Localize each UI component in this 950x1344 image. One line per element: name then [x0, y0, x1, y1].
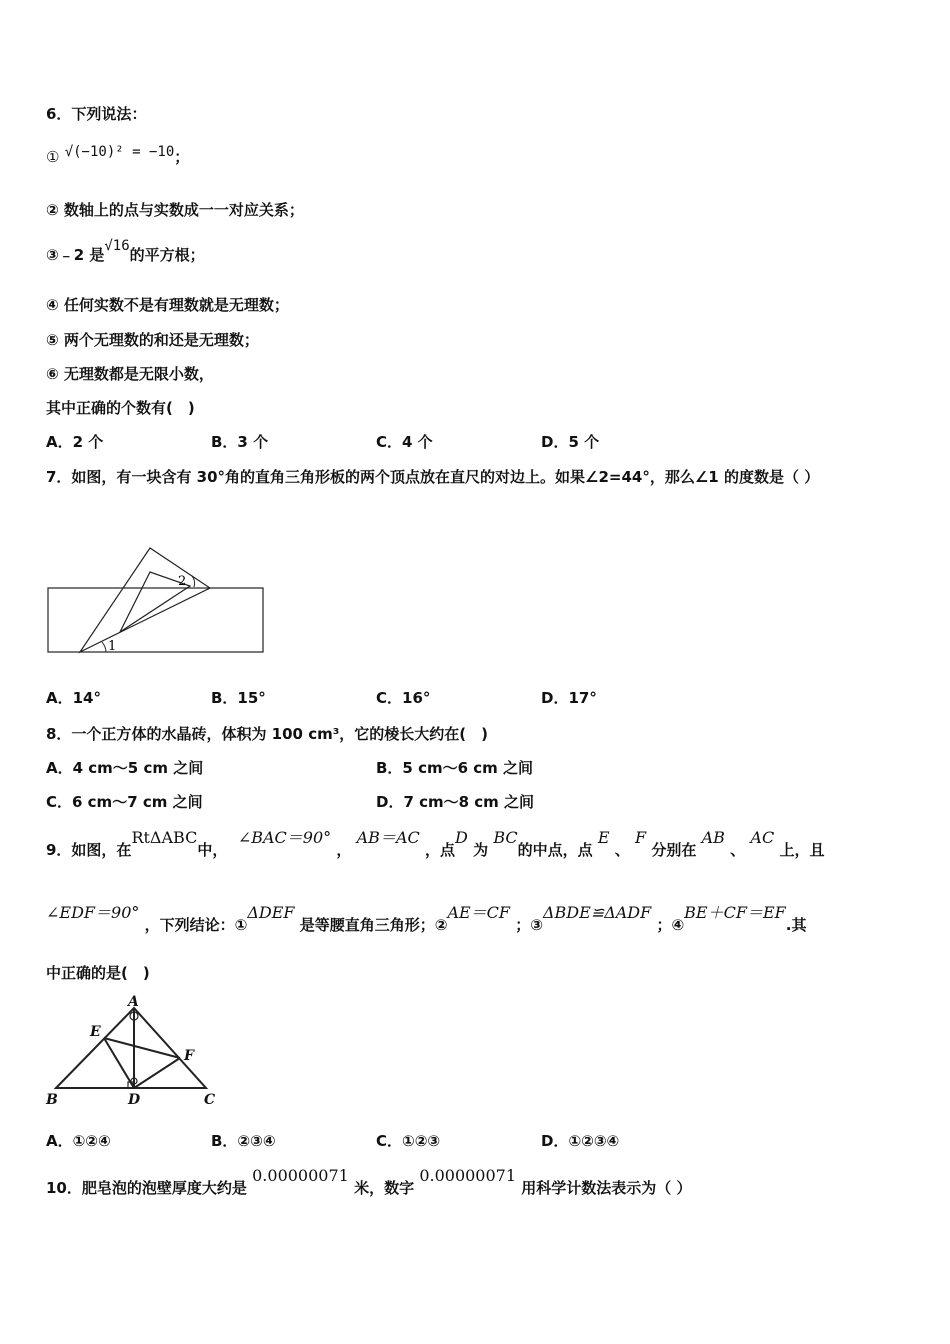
q9-math-def: ΔDEF [247, 903, 295, 922]
q6-statement-1 [46, 146, 189, 167]
q9-text-10: 上，且 [779, 841, 825, 859]
q9-text-9: 、 [730, 841, 746, 859]
label-b: B [46, 1092, 58, 1108]
q7-title: 7．如图，有一块含有 30°角的直角三角形板的两个顶点放在直尺的对边上。如果∠2=44°，那么∠1 的度数是（ ） [46, 468, 820, 486]
q6-ask: 其中正确的个数有( ) [46, 399, 195, 417]
label-d: D [128, 1092, 141, 1108]
q7-figure [44, 540, 269, 658]
q9-math-angle-bac: ∠BAC＝90° [237, 828, 332, 847]
q9-math-congruent: ΔBDE≌ΔADF [542, 903, 652, 922]
q8-title: 8．一个正方体的水晶砖，体积为 100 cm³，它的棱长大约在( ) [46, 725, 488, 743]
q8-option-a[interactable]: A．4 cm～5 cm 之间 [46, 759, 204, 777]
q9-math-bc: BC [493, 828, 518, 847]
q8-option-c[interactable]: C．6 cm～7 cm 之间 [46, 793, 203, 811]
q9-math-angle-edf: ∠EDF＝90° [46, 903, 140, 922]
q6-title: 6．下列说法： [46, 105, 147, 123]
q9-text-2: 中， [197, 841, 228, 859]
q9-option-a[interactable]: A．①②④ [46, 1132, 111, 1150]
q9-text-4: ，点 [424, 841, 455, 859]
q10-number-1: 0.00000071 [252, 1166, 349, 1185]
label-e: E [90, 1024, 101, 1040]
ruler [48, 588, 263, 652]
q6-statement-6: ⑥ 无理数都是无限小数， [46, 365, 214, 383]
q10-text-2: 米，数字 [354, 1179, 415, 1197]
q10-text-3: 用科学计数法表示为（ ） [521, 1179, 692, 1197]
q9-option-d[interactable]: D．①②③④ [541, 1132, 620, 1150]
q7-option-a[interactable]: A．14° [46, 689, 101, 707]
q9-math-ae-cf: AE＝CF [447, 903, 511, 922]
q6-s1-expr: √(−10)² = −10 [64, 144, 175, 160]
segment-df [134, 1058, 180, 1088]
q10-line [46, 1166, 692, 1198]
angle-1-label: 1 [108, 639, 117, 654]
q10-text-1: 10．肥皂泡的泡壁厚度大约是 [46, 1179, 247, 1197]
q6-s1-mark: ① [46, 148, 60, 166]
q9-text-15: .其 [785, 916, 807, 934]
q6-statement-3 [46, 238, 205, 265]
angle-2-label: 2 [178, 574, 187, 589]
q9-math-ab: AB [701, 828, 725, 847]
q9-math-ac: AC [750, 828, 775, 847]
q6-statement-4: ④ 任何实数不是有理数就是无理数； [46, 296, 289, 314]
q9-text-5: 为 [473, 841, 489, 859]
q9-figure [44, 992, 224, 1112]
label-c: C [204, 1092, 216, 1108]
label-f: F [184, 1048, 194, 1064]
q9-text-14: ；④ [656, 916, 685, 934]
q9-line-2 [46, 903, 807, 935]
segment-ef [104, 1038, 180, 1058]
triangle-outer [80, 548, 210, 652]
q9-text-11: ，下列结论：① [144, 916, 248, 934]
q9-text-13: ；③ [515, 916, 543, 934]
q7-option-c[interactable]: C．16° [376, 689, 431, 707]
q9-text-1: 9．如图，在 [46, 841, 132, 859]
q8-option-d[interactable]: D．7 cm～8 cm 之间 [376, 793, 535, 811]
q9-text-12: 是等腰直角三角形；② [299, 916, 448, 934]
q9-math-e: E [597, 828, 610, 847]
q9-math-d: D [455, 828, 468, 847]
q9-text-7: 、 [614, 841, 630, 859]
q9-math-be-cf-ef: BE＋CF＝EF [684, 903, 786, 922]
q6-statement-5: ⑤ 两个无理数的和还是无理数； [46, 331, 259, 349]
label-a: A [128, 994, 139, 1010]
q6-option-b[interactable]: B．3 个 [211, 433, 269, 451]
q6-s1-tail: ； [174, 148, 190, 166]
q9-math-ab-ac: AB＝AC [356, 828, 420, 847]
q6-option-a[interactable]: A．2 个 [46, 433, 104, 451]
q9-text-6: 的中点，点 [517, 841, 593, 859]
q9-option-b[interactable]: B．②③④ [211, 1132, 276, 1150]
q6-s3-post: 的平方根； [129, 246, 205, 264]
angle-1-arc [102, 642, 106, 652]
q9-text-8: 分别在 [651, 841, 697, 859]
q7-option-d[interactable]: D．17° [541, 689, 597, 707]
q9-math-rtabc: RtΔABC [131, 828, 198, 847]
q8-option-b[interactable]: B．5 cm～6 cm 之间 [376, 759, 534, 777]
q6-statement-2: ② 数轴上的点与实数成一一对应关系； [46, 201, 304, 219]
q9-line-3: 中正确的是( ) [46, 964, 150, 982]
q6-s3-pre: ③﹣2 是 [46, 246, 105, 264]
q10-number-2: 0.00000071 [419, 1166, 517, 1185]
q6-option-c[interactable]: C．4 个 [376, 433, 433, 451]
q9-option-c[interactable]: C．①②③ [376, 1132, 441, 1150]
q6-option-d[interactable]: D．5 个 [541, 433, 600, 451]
q6-s3-expr: √16 [104, 238, 130, 254]
q9-text-3: ， [336, 841, 352, 859]
q9-math-f: F [635, 828, 647, 847]
q9-line-1 [46, 828, 825, 860]
q7-option-b[interactable]: B．15° [211, 689, 266, 707]
